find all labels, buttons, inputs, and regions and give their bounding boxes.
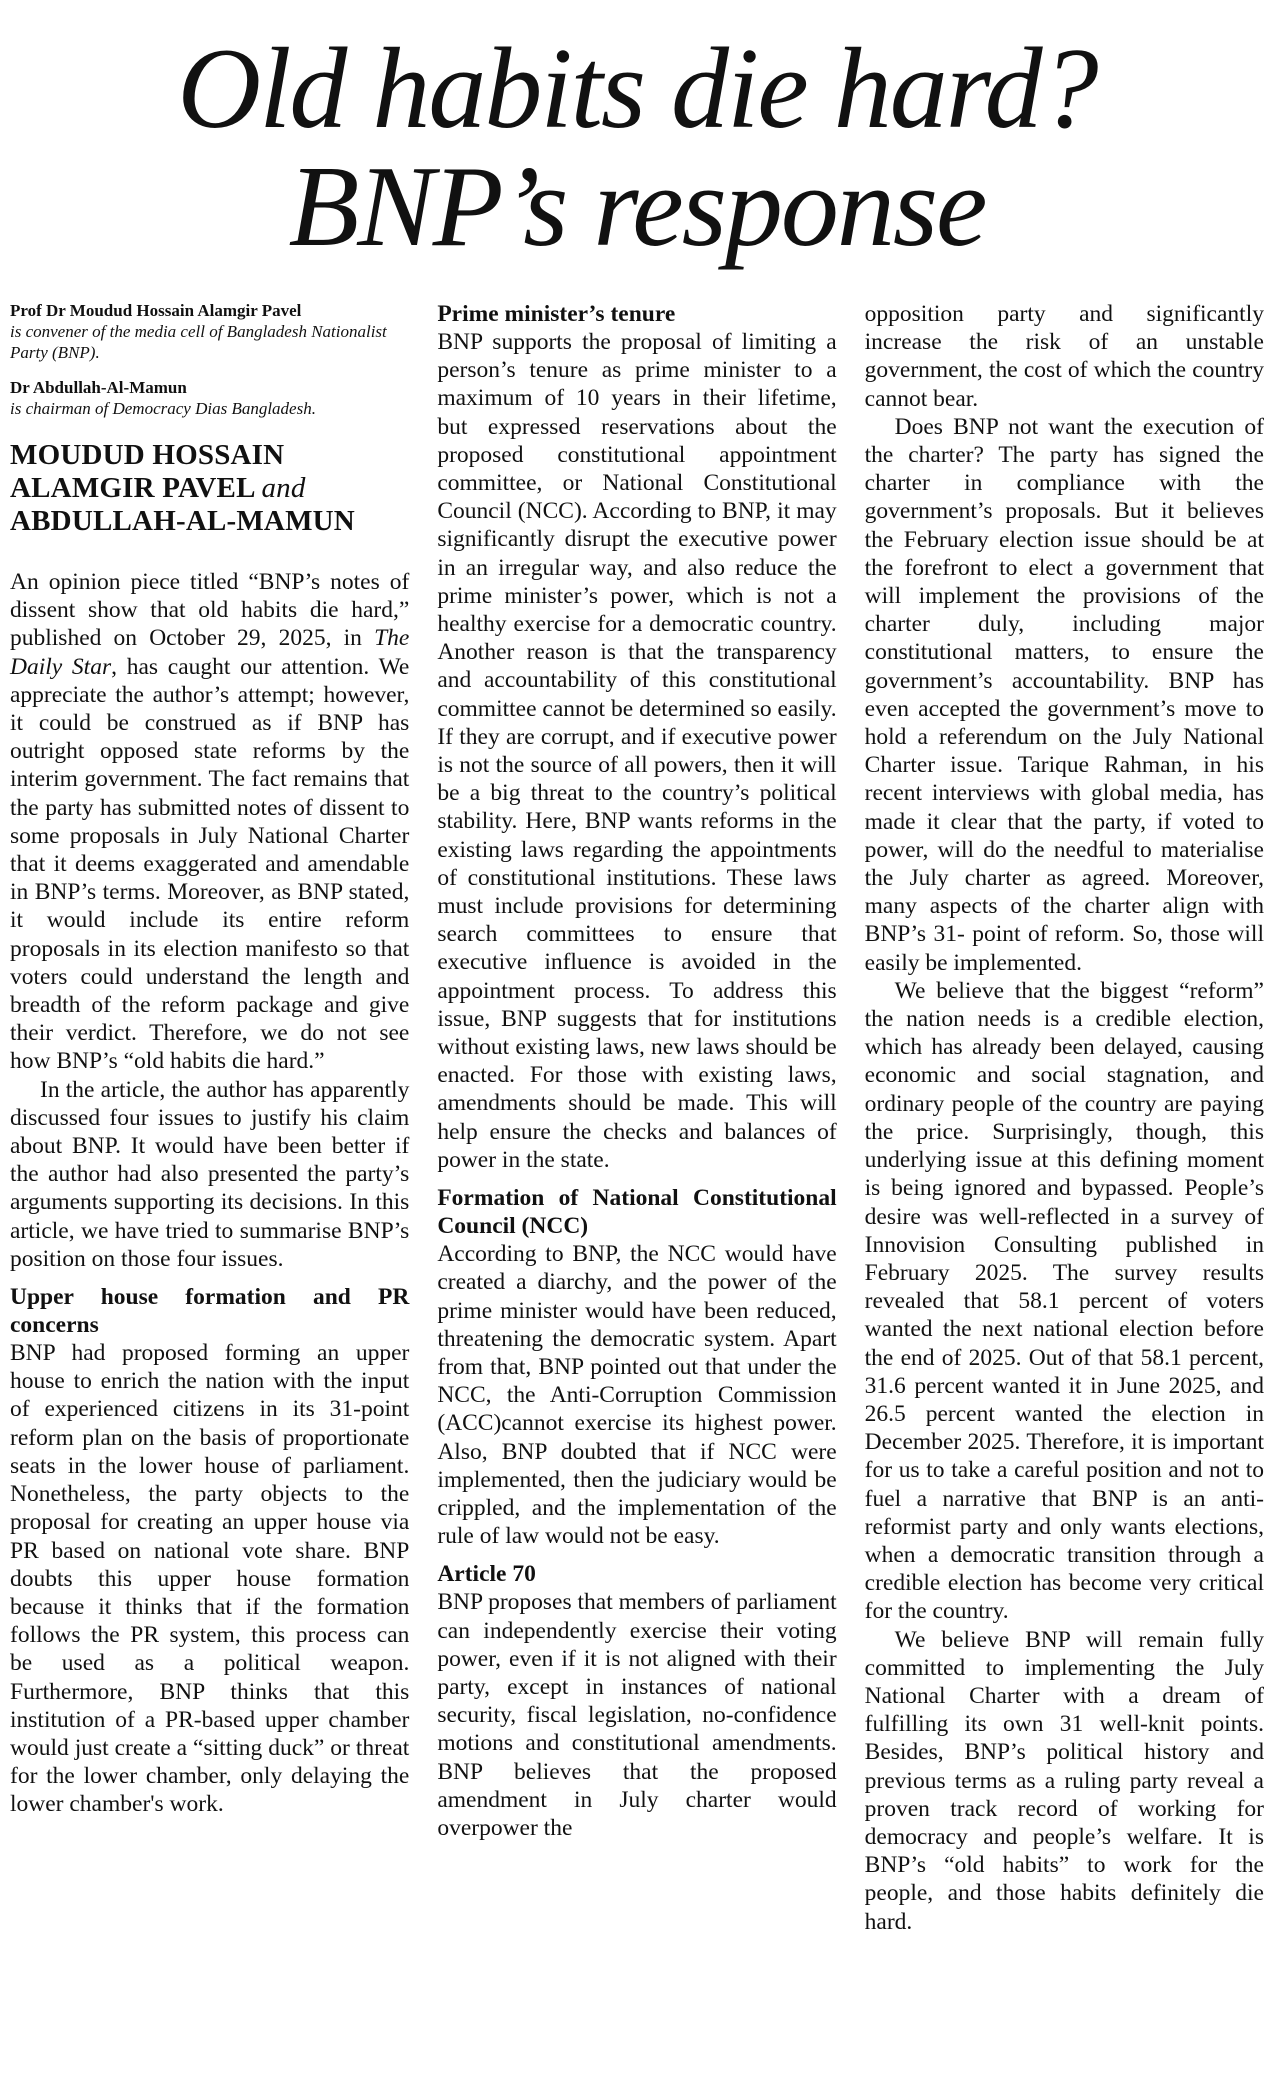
author-bio-role: is chairman of Democracy Dias Bangladesh. bbox=[10, 399, 316, 418]
author-bio-2 bbox=[10, 377, 409, 419]
body-paragraph: BNP had proposed forming an upper house to enrich the nation with the input of experienced citizens in its 31-point reform plan on the basis of proportionate seats in the lower house of parliament. Nonetheless, the party objects to the proposal for creating an upper house via PR based on national vote share. BNP doubts this upper house formation because it thinks that if the formation follows the PR system, this process can be used as a political weapon. Furthermore, BNP thinks that this institution of a PR-based upper chamber would just create a “sitting duck” or threat for the lower chamber, only delaying the lower chamber's work. bbox=[10, 1340, 410, 1818]
byline-author-1: MOUDUD HOSSAIN ALAMGIR PAVEL bbox=[10, 439, 285, 504]
body-paragraph: opposition party and significantly increase the risk of an unstable government, the cost of which the country cannot bear. bbox=[864, 301, 1264, 412]
body-paragraph: We believe BNP will remain fully committed to implementing the July National Charter with a dream of fulfilling its own 31 well-knit points. Besides, BNP’s political history and previous terms as a ruling party reveal a proven track record of working for democracy and people’s welfare. It is BNP’s “old habits” to work for the people, and those habits definitely die hard. bbox=[864, 1626, 1264, 1935]
article-page bbox=[0, 25, 1274, 2086]
body-text: An opinion piece titled “BNP’s notes of dissent show that old habits die hard,” published on October 29, 2025, in bbox=[10, 569, 410, 652]
headline-line-2: BNP’s response bbox=[288, 143, 986, 271]
author-bio-1 bbox=[10, 300, 409, 363]
body-paragraph: Does BNP not want the execution of the charter? The party has signed the charter in compliance with the government’s proposals. But it believes the February election issue should be at the forefront to elect a government that will implement the provisions of the charter duly, including major constitutional matters, to ensure the government’s accountability. BNP has even accepted the government’s move to hold a referendum on the July National Charter issue. Tarique Rahman, in his recent interviews with global media, has made it clear that the party, if voted to power, will do the needful to materialise the July charter as agreed. Moreover, many aspects of the charter align with BNP’s 31- point of reform. So, those will easily be implemented. bbox=[864, 413, 1264, 976]
author-bio-name: Prof Dr Moudud Hossain Alamgir Pavel bbox=[10, 301, 302, 320]
body-paragraph: In the article, the author has apparently discussed four issues to justify his claim about BNP. It would have been better if the author had also presented the party’s arguments supporting its decisions. In this article, we have tried to summarise BNP’s position on those four issues. bbox=[10, 1076, 410, 1272]
body-text: , has caught our attention. We appreciate the author’s attempt; however, it could be construed as if BNP has outright opposed state reforms by the interim government. The fact remains that the party has submitted notes of dissent to some proposals in July National Charter that it deems exaggerated and amendable in BNP’s terms. Moreover, as BNP stated, it would include its entire reform proposals in its election manifesto so that voters could understand the length and breadth of the reform package and give their verdict. Therefore, we do not see how BNP’s “old habits die hard.” bbox=[10, 653, 410, 1075]
body-paragraph bbox=[10, 568, 409, 1076]
headline bbox=[10, 25, 1264, 271]
subheading-upper-house: Upper house formation and PR concerns bbox=[10, 1284, 410, 1339]
byline-joiner: and bbox=[261, 472, 306, 504]
body-paragraph: We believe that the biggest “reform” the nation needs is a credible election, which has already been delayed, causing economic and social stagnation, and ordinary people of the country are paying the price. Surprisingly, though, this underlying issue at this defining moment is being ignored and bypassed. People’s desire was well-reflected in a survey of Innovision Consulting published in February 2025. The survey results revealed that 58.1 percent of voters wanted the next national election before the end of 2025. Out of that 58.1 percent, 31.6 percent wanted it in June 2025, and 26.5 percent wanted the election in December 2025. Therefore, it is important for us to take a careful position and not to fuel a narrative that BNP is an anti-reformist party and only wants elections, when a democratic transition through a credible election has become very critical for the country. bbox=[864, 977, 1264, 1625]
headline-line-1: Old habits die hard? bbox=[177, 25, 1097, 153]
column-2 bbox=[437, 300, 836, 1842]
body-paragraph: According to BNP, the NCC would have created a diarchy, and the power of the prime minister would have been reduced, threatening the democratic system. Apart from that, BNP pointed out that under the NCC, the Anti-Corruption Commission (ACC)cannot exercise its highest power. Also, BNP doubted that if NCC were implemented, then the judiciary would be crippled, and the implementation of the rule of law would not be easy. bbox=[437, 1241, 837, 1550]
body-paragraph: BNP proposes that members of parliament can independently exercise their voting power, even if it is not aligned with their party, except in instances of national security, fiscal legislation, no-confidence motions and constitutional amendments. BNP believes that the proposed amendment in July charter would overpower the bbox=[437, 1589, 837, 1841]
subheading-ncc: Formation of National Constitutional Council (NCC) bbox=[437, 1185, 837, 1240]
byline-author-2: ABDULLAH-AL-MAMUN bbox=[10, 505, 355, 537]
article-columns bbox=[10, 300, 1264, 1936]
subheading-article-70: Article 70 bbox=[437, 1561, 536, 1588]
publication-name: The Daily Star bbox=[10, 625, 410, 680]
author-bio-role: is convener of the media cell of Bangladesh Nationalist Party (BNP). bbox=[10, 322, 387, 362]
byline bbox=[10, 439, 409, 538]
column-1 bbox=[10, 300, 409, 1819]
column-3 bbox=[865, 300, 1264, 1936]
subheading-pm-tenure: Prime minister’s tenure bbox=[437, 301, 676, 327]
author-bio-name: Dr Abdullah-Al-Mamun bbox=[10, 378, 187, 397]
body-paragraph: BNP supports the proposal of limiting a person’s tenure as prime minister to a maximum of 10 years in their lifetime, but expressed reservations about the proposed constitutional appointment committee, or National Constitutional Council (NCC). According to BNP, it may significantly disrupt the executive power in an irregular way, and also reduce the prime minister’s power, which is not a healthy exercise for a democratic country. Another reason is that the transparency and accountability of this constitutional committee cannot be determined so easily. If they are corrupt, and if executive power is not the source of all powers, then it will be a big threat to the country’s political stability. Here, BNP wants reforms in the existing laws regarding the appointments of constitutional institutions. These laws must include provisions for determining search committees to ensure that executive influence is avoided in the appointment process. To address this issue, BNP suggests that for institutions without existing laws, new laws should be enacted. For those with existing laws, amendments should be made. This will help ensure the checks and balances of power in the state. bbox=[437, 329, 837, 1173]
